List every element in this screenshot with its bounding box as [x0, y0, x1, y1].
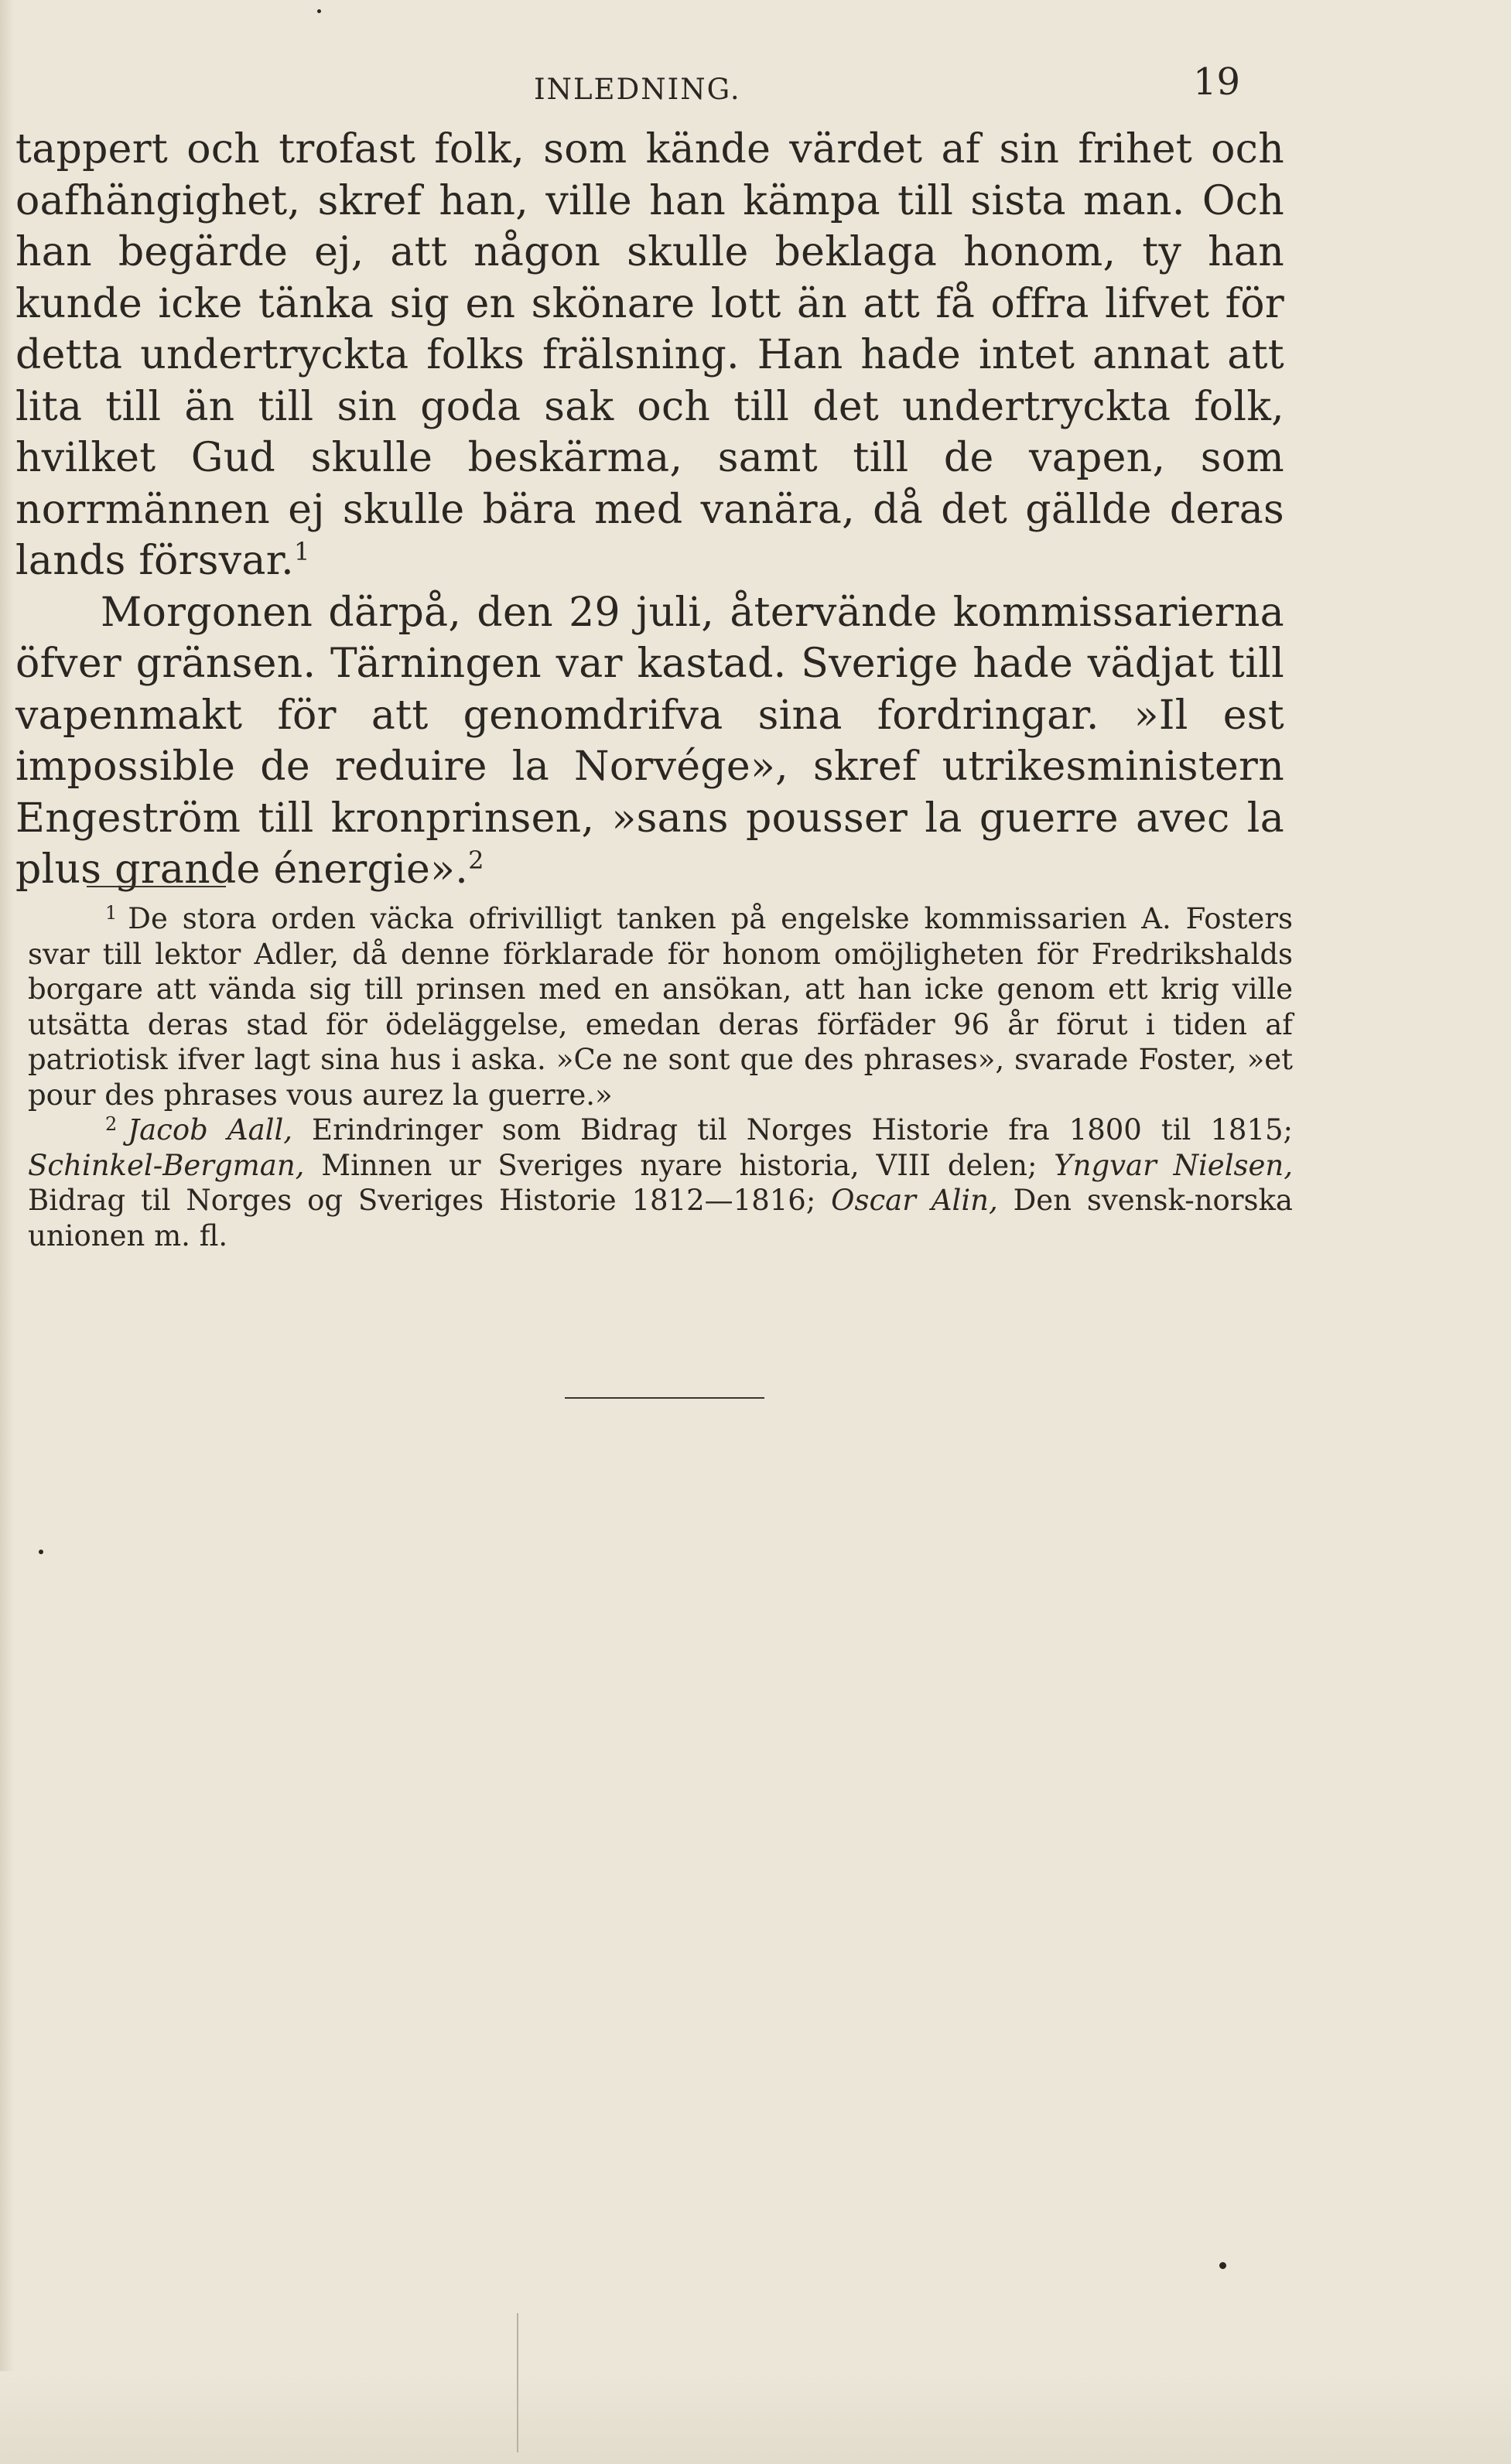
- footnote: [28, 1112, 1293, 1253]
- paragraph-text: Morgonen därpå, den 29 juli, återvände kommissarierna öfver gränsen. Tärningen var kastad. Sverige hade vädjat till vapenmakt för att genomdrifva sina fordringar. »Il est impossible de reduire la Norvége», skref utrikesministern Engeström till kronprinsen, »sans pousser la guerre avec la plus grande énergie».: [15, 589, 1284, 893]
- section-end-rule: [565, 1397, 764, 1399]
- footnote-number: 1: [105, 902, 118, 924]
- paper-speck: [1219, 2262, 1226, 2269]
- citation-title: Bidrag til Norges og Sveriges Historie 1812—1816;: [28, 1184, 832, 1217]
- paper-speck: [317, 9, 321, 13]
- paragraph: [15, 124, 1284, 587]
- paragraph-text: tappert och trofast folk, som kände värdet af sin frihet och oafhängighet, skref han, ville han kämpa till sista man. Och han begärde ej, att någon skulle beklaga honom, ty han kunde icke tänka sig en skönare lott än att få offra lifvet för detta undertryckta folks frälsning. Han hade intet annat att lita till än till sin goda sak och till det undertryckta folk, hvilket Gud skulle beskärma, samt till de vapen, som norrmännen ej skulle bära med vanära, då det gällde deras lands försvar.: [15, 126, 1284, 584]
- running-head: INLEDNING.: [534, 73, 741, 106]
- citation-author: Oscar Alin,: [831, 1184, 998, 1217]
- footnotes: [28, 901, 1293, 1253]
- citation-title: Minnen ur Sveriges nyare historia, VIII delen;: [304, 1148, 1055, 1182]
- citation-title: Den svensk-norska unionen m. fl.: [28, 1184, 1293, 1253]
- citation-author: Schinkel-Bergman,: [28, 1148, 305, 1182]
- footnote-reference[interactable]: 1: [293, 537, 310, 566]
- paragraph: [15, 587, 1284, 896]
- footnote-reference[interactable]: 2: [468, 846, 484, 875]
- page-number: 19: [1193, 60, 1241, 104]
- paper-speck: [39, 1550, 43, 1554]
- footnote-text: De stora orden väcka ofrivilligt tanken på engelske kommissarien A. Fosters svar till lektor Adler, då denne förklarade för honom omöjligheten för Fredrikshalds borgare att vända sig till prinsen med en ansökan, att han icke genom ett krig ville utsätta deras stad för ödeläggelse, emedan deras förfäder 96 år förut i tiden af patriotisk ifver lagt sina hus i aska. »Ce ne sont que des phrases», svarade Foster, »et pour des phrases vous aurez la guerre.»: [28, 902, 1293, 1112]
- citation-title: Erindringer som Bidrag til Norges Historie fra 1800 til 1815;: [292, 1113, 1293, 1147]
- footnote: [28, 901, 1293, 1112]
- footnote-divider: [87, 886, 226, 887]
- page-shadow-bottom: [0, 2371, 1511, 2464]
- citation-author: Jacob Aall,: [128, 1113, 293, 1147]
- citation-author: Yngvar Nielsen,: [1054, 1148, 1294, 1182]
- footnote-number: 2: [105, 1113, 118, 1135]
- page-header: [0, 60, 1511, 114]
- paper-crease: [517, 2313, 518, 2452]
- page-shadow-left: [0, 0, 14, 2464]
- body-text: [15, 124, 1284, 896]
